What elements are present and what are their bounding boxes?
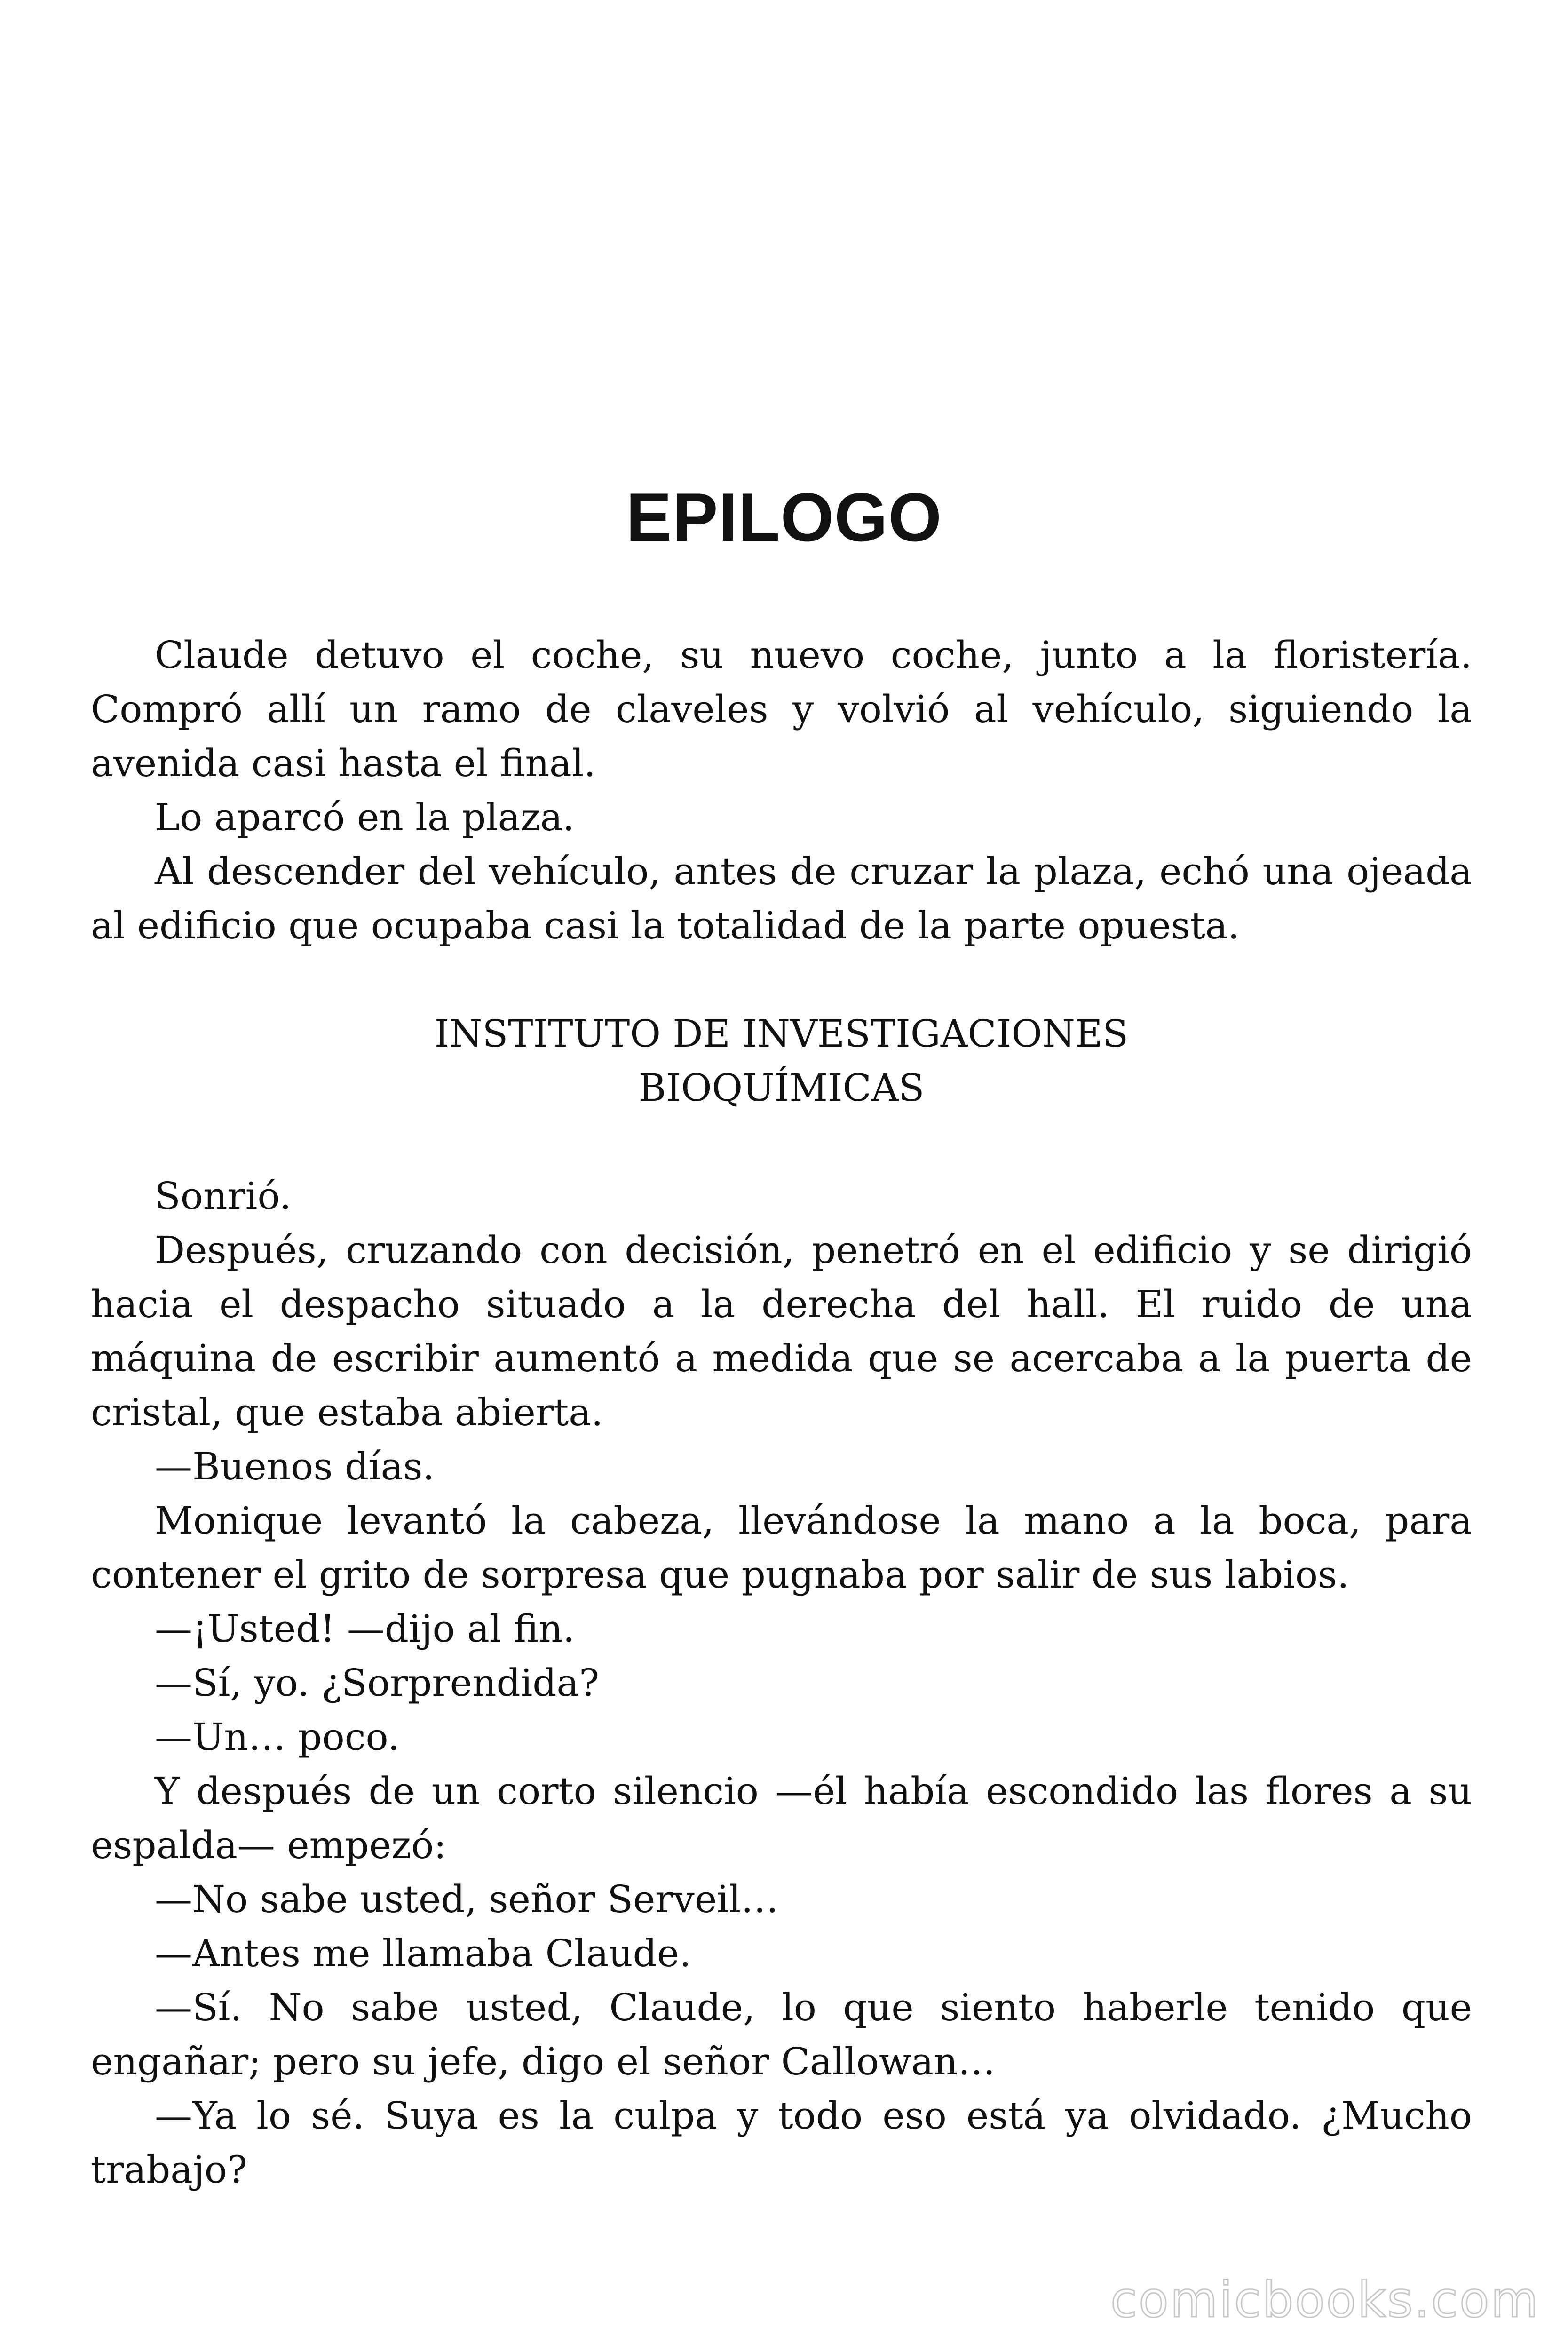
- paragraph: Al descender del vehículo, antes de cruzar la plaza, echó una ojeada al edificio que ocupaba casi la totalidad de la parte opuesta.: [91, 850, 1472, 947]
- sign-line-1: INSTITUTO DE INVESTIGACIONES: [434, 1012, 1129, 1056]
- paragraph: Sonrió.: [155, 1174, 292, 1218]
- paragraph: —Buenos días.: [155, 1445, 435, 1488]
- paragraph: —Antes me llamaba Claude.: [155, 1931, 691, 1975]
- paragraph: —¡Usted! —dijo al fin.: [155, 1607, 575, 1651]
- paragraph: Claude detuvo el coche, su nuevo coche, junto a la floristería. Compró allí un ramo de claveles y volvió al vehículo, siguiendo la avenida casi hasta el final.: [91, 633, 1472, 785]
- chapter-title: EPILOGO: [626, 479, 942, 556]
- body-text: [91, 628, 1472, 2197]
- paragraph: Lo aparcó en la plaza.: [155, 795, 575, 839]
- institute-sign: [91, 1007, 1472, 1115]
- sign-line-2: BIOQUÍMICAS: [638, 1066, 925, 1110]
- paragraph: —Sí, yo. ¿Sorprendida?: [155, 1661, 600, 1705]
- paragraph: —Un… poco.: [155, 1715, 400, 1759]
- paragraph: —Sí. No sabe usted, Claude, lo que siento haberle tenido que engañar; pero su jefe, digo el señor Callowan…: [91, 1986, 1472, 2083]
- watermark: comicbooks.com: [1110, 2271, 1540, 2328]
- paragraph: Monique levantó la cabeza, llevándose la mano a la boca, para contener el grito de sorpresa que pugnaba por salir de sus labios.: [91, 1499, 1472, 1597]
- paragraph: Y después de un corto silencio —él había escondido las flores a su espalda— empezó:: [91, 1769, 1472, 1867]
- paragraph: Después, cruzando con decisión, penetró en el edificio y se dirigió hacia el despacho situado a la derecha del hall. El ruido de una máquina de escribir aumentó a medida que se acercaba a la puerta de cristal, que estaba abierta.: [91, 1228, 1472, 1434]
- paragraph: —Ya lo sé. Suya es la culpa y todo eso está ya olvidado. ¿Mucho trabajo?: [91, 2094, 1472, 2192]
- paragraph: —No sabe usted, señor Serveil…: [155, 1877, 779, 1921]
